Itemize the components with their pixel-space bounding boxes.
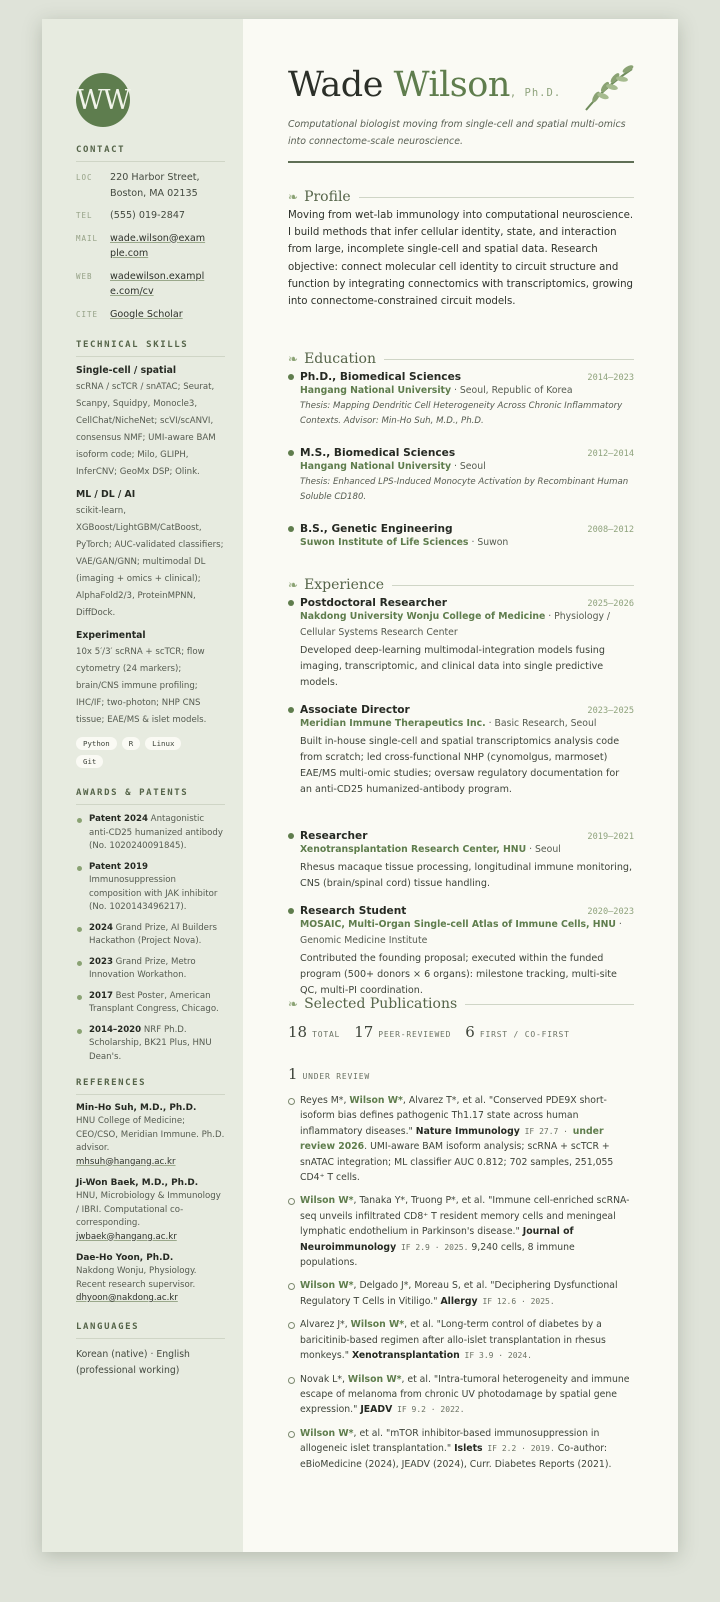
contact-label: CITE bbox=[76, 309, 99, 319]
divider bbox=[288, 161, 634, 163]
award-item: 2014–2020 NRF Ph.D. Scholarship, BK21 Plus, HNU Dean's. bbox=[76, 1024, 225, 1065]
contact-email bbox=[76, 231, 225, 262]
tagline: Computational biologist moving from single-cell and spatial multi-omics into connectome-scale neuroscience. bbox=[288, 119, 626, 147]
dates: 2023–2025 bbox=[587, 706, 634, 716]
chip-git: Git bbox=[76, 755, 103, 768]
dates: 2025–2026 bbox=[587, 599, 634, 609]
degree: B.S., Genetic Engineering bbox=[288, 523, 453, 535]
dates: 2012–2014 bbox=[587, 449, 634, 459]
section-experience bbox=[288, 577, 634, 593]
last-name: Wilson bbox=[393, 65, 510, 105]
leaf-icon: ❧ bbox=[288, 997, 299, 1011]
experience-item bbox=[288, 704, 634, 798]
stat-peer-reviewed: 17 PEER-REVIEWED bbox=[354, 1023, 452, 1041]
leaf-icon: ❧ bbox=[288, 190, 299, 204]
stat-total: 18 TOTAL bbox=[288, 1023, 341, 1041]
contact-heading: CONTACT bbox=[76, 145, 225, 162]
contact-cite bbox=[76, 307, 225, 323]
avatar: WW bbox=[76, 73, 130, 127]
thesis: Thesis: Enhanced LPS-Induced Monocyte Activation by Recombinant Human Soluble CD180. bbox=[300, 477, 629, 502]
section-title: Selected Publications bbox=[304, 996, 458, 1012]
section-publications bbox=[288, 996, 634, 1012]
publication-item: Alvarez J*, Wilson W*, et al. "Long-term control of diabetes by a baricitinib-based regimen after allo-islet transplantation in rhesus monkeys." Xenotransplantation IF 3.9 · 2024. bbox=[288, 1317, 634, 1363]
reference-desc: HNU, Microbiology & Immunology / IBRI. Computational co-corresponding. bbox=[76, 1191, 221, 1228]
olive-sprig-icon bbox=[582, 63, 638, 113]
divider bbox=[359, 197, 634, 198]
publication-item: Reyes M*, Wilson W*, Alvarez T*, et al. "Conserved PDE9X short-isoform bias defines pathogenic Th1.17 state across human inflammatory diseases." Nature Immunology IF 27.7 · under review 2026. UMI-aware BAM isoform analysis; scRNA + scTCR + snATAC integration; ML classifier AUC 0.812; 702 samples, 251,055 CD4⁺ T cells. bbox=[288, 1093, 634, 1185]
website-link[interactable]: wadewilson.example.com/cv bbox=[110, 270, 205, 297]
resume-page bbox=[42, 19, 678, 1552]
leaf-icon: ❧ bbox=[288, 578, 299, 592]
experience-item bbox=[288, 905, 634, 999]
main-content bbox=[243, 19, 678, 1552]
reference-desc: HNU College of Medicine; CEO/CSO, Meridian Immune. Ph.D. advisor. bbox=[76, 1116, 225, 1153]
bullet-icon bbox=[77, 866, 82, 871]
bullet-icon bbox=[77, 927, 82, 932]
bullet-icon bbox=[77, 818, 82, 823]
email-link[interactable]: wade.wilson@example.com bbox=[110, 232, 206, 259]
contact-label: LOC bbox=[76, 173, 93, 182]
job-description: Developed deep-learning multimodal-integration models fusing imaging, transcriptomic, and clinical data into single predictive models. bbox=[300, 645, 605, 688]
stat-first-author: 6 FIRST / CO-FIRST bbox=[465, 1023, 570, 1041]
institution: Hangang National University · Seoul bbox=[300, 461, 486, 472]
publication-item: Wilson W*, et al. "mTOR inhibitor-based immunosuppression in allogeneic islet transplantation." Islets IF 2.2 · 2019. Co-author: eBioMedicine (2024), JEADV (2024), Curr. Diabetes Reports (2021). bbox=[288, 1426, 634, 1472]
thesis: Thesis: Mapping Dendritic Cell Heterogeneity Across Chronic Inflammatory Contexts. Advisor: Min-Ho Suh, M.D., Ph.D. bbox=[300, 401, 623, 426]
publication-item: Wilson W*, Delgado J*, Moreau S, et al. "Deciphering Dysfunctional Regulatory T Cells in Vitiligo." Allergy IF 12.6 · 2025. bbox=[288, 1278, 634, 1309]
sidebar bbox=[42, 19, 243, 1552]
bullet-icon bbox=[77, 961, 82, 966]
experience-item bbox=[288, 597, 634, 691]
contact-label: TEL bbox=[76, 211, 93, 220]
awards-heading: AWARDS & PATENTS bbox=[76, 788, 225, 805]
job-description: Built in-house single-cell and spatial transcriptomics analysis code from scratch; led cross-functional NHP (cynomolgus, marmoset) EAE/MS multi-omic studies; oversaw regulatory documentation for an anti-CD25 humanized-antibody program. bbox=[300, 736, 620, 795]
skill-group-title: Experimental bbox=[76, 630, 146, 641]
contact-label: MAIL bbox=[76, 233, 99, 243]
publication-item: Wilson W*, Tanaka Y*, Truong P*, et al. "Immune cell-enriched scRNA-seq unveils infiltrated CD8⁺ T resident memory cells and meningeal lymphatic endothelium in Parkinson's disease." Journal of Neuroimmunology IF 2.9 · 2025. 9,240 cells, 8 immune populations. bbox=[288, 1193, 634, 1270]
scholar-link[interactable]: Google Scholar bbox=[110, 308, 183, 320]
chip-python: Python bbox=[76, 737, 117, 750]
publication-item: Novak L*, Wilson W*, et al. "Intra-tumoral heterogeneity and immune escape of melanoma from chronic UV photodamage by spatial gene expression." JEADV IF 9.2 · 2022. bbox=[288, 1372, 634, 1418]
section-title: Education bbox=[304, 351, 376, 367]
contact-location bbox=[76, 170, 225, 201]
experience-item bbox=[288, 830, 634, 892]
job-title: Researcher bbox=[288, 830, 367, 842]
page-title bbox=[288, 65, 561, 105]
award-item: Patent 2024 Antagonistic anti-CD25 humanized antibody (No. 1020240091845). bbox=[76, 813, 225, 854]
skill-group-title: Single-cell / spatial bbox=[76, 365, 177, 376]
contact-phone bbox=[76, 208, 225, 224]
credential: , Ph.D. bbox=[509, 87, 562, 99]
bullet-icon bbox=[77, 1029, 82, 1034]
institution: Suwon Institute of Life Sciences · Suwon bbox=[300, 537, 509, 548]
section-title: Experience bbox=[304, 577, 385, 593]
employer: Meridian Immune Therapeutics Inc. · Basic Research, Seoul bbox=[300, 718, 597, 729]
degree: M.S., Biomedical Sciences bbox=[288, 447, 455, 459]
reference-name: Min-Ho Suh, M.D., Ph.D. bbox=[76, 1103, 197, 1113]
skills-heading: TECHNICAL SKILLS bbox=[76, 340, 225, 357]
languages-text: Korean (native) · English (professional working) bbox=[76, 1348, 190, 1376]
reference-name: Dae-Ho Yoon, Ph.D. bbox=[76, 1253, 174, 1263]
job-description: Rhesus macaque tissue processing, longitudinal immune monitoring, CNS (brain/spinal cord) tissue handling. bbox=[300, 862, 633, 889]
reference-item bbox=[76, 1253, 225, 1306]
award-item: Patent 2019 Immunosuppression composition with JAK inhibitor (No. 1020143496217). bbox=[76, 861, 225, 915]
job-title: Associate Director bbox=[288, 704, 410, 716]
section-education bbox=[288, 351, 634, 367]
reference-email[interactable]: jwbaek@hangang.ac.kr bbox=[76, 1231, 177, 1242]
first-name: Wade bbox=[288, 65, 383, 105]
award-item: 2023 Grand Prize, Metro Innovation Workathon. bbox=[76, 956, 225, 983]
job-description: Contributed the founding proposal; executed within the funded program (500+ donors × 6 organs): milestone tracking, multi-site QC, multi-PI coordination. bbox=[300, 953, 617, 996]
education-item bbox=[288, 523, 634, 551]
publication-stats bbox=[288, 1023, 570, 1041]
dates: 2008–2012 bbox=[587, 525, 634, 535]
reference-email[interactable]: mhsuh@hangang.ac.kr bbox=[76, 1156, 176, 1167]
section-title: Profile bbox=[304, 189, 351, 205]
bullet-icon bbox=[288, 1098, 295, 1105]
references-heading: REFERENCES bbox=[76, 1078, 225, 1095]
publication-list bbox=[288, 1093, 634, 1480]
chip-r: R bbox=[122, 737, 140, 750]
stat-under-review: 1 UNDER REVIEW bbox=[288, 1065, 370, 1083]
reference-desc: Nakdong Wonju, Physiology. Recent research supervisor. bbox=[76, 1266, 197, 1290]
bullet-icon bbox=[288, 1431, 295, 1438]
job-title: Research Student bbox=[288, 905, 406, 917]
section-profile bbox=[288, 189, 634, 205]
employer: MOSAIC, Multi-Organ Single-cell Atlas of Immune Cells, HNU · Genomic Medicine Institute bbox=[300, 919, 622, 946]
skill-group-title: ML / DL / AI bbox=[76, 489, 136, 500]
award-item: 2024 Grand Prize, AI Builders Hackathon (Project Nova). bbox=[76, 922, 225, 949]
contact-label: WEB bbox=[76, 271, 93, 281]
divider bbox=[384, 359, 634, 360]
skill-group-text: scikit-learn, XGBoost/LightGBM/CatBoost, PyTorch; AUC-validated classifiers; VAE/GAN/GNN; multimodal DL (imaging + omics + clinical); AlphaFold2/3, ProteinMPNN, DiffDock. bbox=[76, 506, 224, 618]
education-item bbox=[288, 371, 634, 429]
reference-name: Ji-Won Baek, M.D., Ph.D. bbox=[76, 1178, 199, 1188]
education-item bbox=[288, 447, 634, 505]
skill-group-text: 10x 5′/3′ scRNA + scTCR; flow cytometry (24 markers); brain/CNS immune profiling; IHC/IF; two-photon; NHP CNS tissue; EAE/MS & islet models. bbox=[76, 647, 207, 725]
job-title: Postdoctoral Researcher bbox=[288, 597, 447, 609]
divider bbox=[465, 1004, 634, 1005]
institution: Hangang National University · Seoul, Republic of Korea bbox=[300, 385, 573, 396]
divider bbox=[392, 585, 634, 586]
bullet-icon bbox=[288, 1283, 295, 1290]
dates: 2020–2023 bbox=[587, 907, 634, 917]
bullet-icon bbox=[288, 1377, 295, 1384]
reference-email[interactable]: dhyoon@nakdong.ac.kr bbox=[76, 1293, 178, 1303]
skill-group-text: scRNA / scTCR / snATAC; Seurat, Scanpy, Squidpy, Monocle3, CellChat/NicheNet; scVI/scANVI, consensus NMF; UMI-aware BAM isoform code; Milo, GLIPH, InferCNV; GeoMx DSP; Olink. bbox=[76, 382, 216, 477]
employer: Nakdong University Wonju College of Medicine · Physiology / Cellular Systems Research Center bbox=[300, 611, 611, 638]
languages-heading: LANGUAGES bbox=[76, 1322, 225, 1339]
dates: 2014–2023 bbox=[587, 373, 634, 383]
leaf-icon: ❧ bbox=[288, 352, 299, 366]
bullet-icon bbox=[288, 1322, 295, 1329]
degree: Ph.D., Biomedical Sciences bbox=[288, 371, 461, 383]
bullet-icon bbox=[77, 995, 82, 1000]
award-item: 2017 Best Poster, American Transplant Congress, Chicago. bbox=[76, 990, 225, 1017]
contact-web bbox=[76, 269, 225, 300]
tool-chips bbox=[76, 737, 196, 768]
reference-item bbox=[76, 1103, 225, 1169]
address-text: 220 Harbor Street, Boston, MA 02135 bbox=[110, 172, 200, 199]
profile-text: Moving from wet-lab immunology into computational neuroscience. I build methods that infer cellular identity, state, and interaction from large, incomplete single-cell and spatial data. Research objective: connect molecular cell identity to circuit structure and function by integrating connectomics with transcriptomics, growing into connectome-constrained circuit models. bbox=[288, 210, 634, 308]
dates: 2019–2021 bbox=[587, 832, 634, 842]
employer: Xenotransplantation Research Center, HNU · Seoul bbox=[300, 844, 561, 855]
phone-text: (555) 019-2847 bbox=[110, 210, 186, 221]
reference-item bbox=[76, 1178, 225, 1244]
bullet-icon bbox=[288, 1198, 295, 1205]
chip-linux: Linux bbox=[145, 737, 181, 750]
